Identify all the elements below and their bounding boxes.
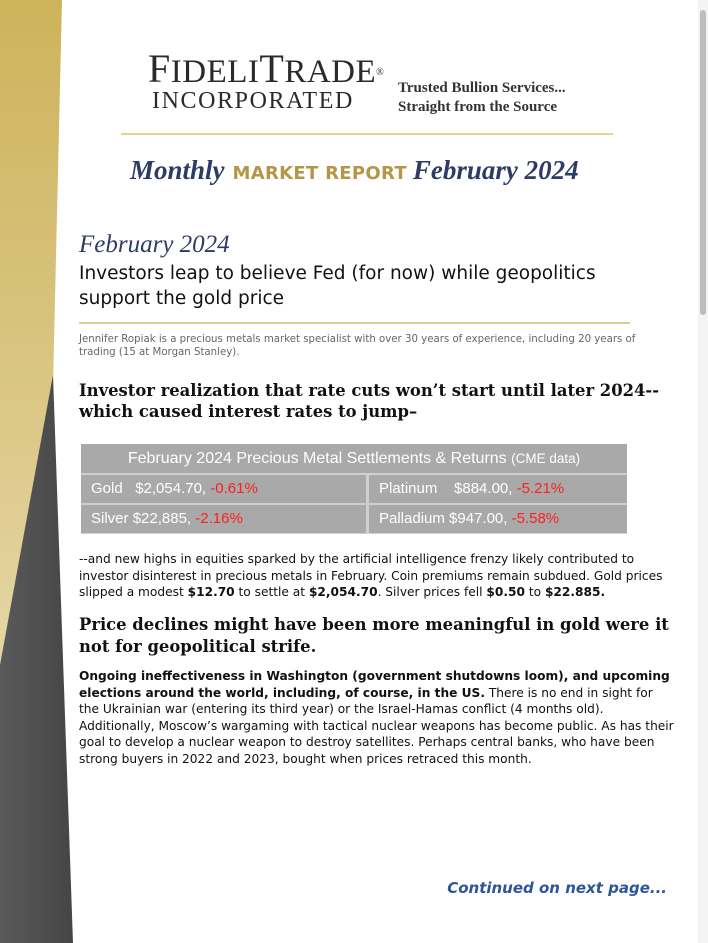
logo-incorporated: INCORPORATED xyxy=(152,88,354,114)
report-title-month: February 2024 xyxy=(412,155,579,185)
headline-divider xyxy=(79,322,630,324)
report-title xyxy=(130,155,579,186)
author-byline: Jennifer Ropiak is a precious metals market specialist with over 30 years of experience, including 20 years of trading (15 at Morgan Stanley). xyxy=(79,334,636,358)
fidelitrade-logo xyxy=(148,46,385,114)
report-title-market-report: MARKET REPORT xyxy=(232,163,407,184)
settlement-cell-gold: Gold $2,054.70, -0.61% xyxy=(81,475,366,503)
paragraph-equities: --and new highs in equities sparked by the artificial intelligence frenzy likely contributed to investor disinterest in precious metals in February. Coin premiums remain subdued. Gold prices slipped a modest $12.70 to settle at $2,054.70. Silver prices fell $0.50 to $22.885. xyxy=(79,552,663,599)
vertical-scrollbar[interactable] xyxy=(698,0,708,943)
continued-link[interactable]: Continued on next page... xyxy=(447,879,667,897)
settlement-cell-silver: Silver $22,885, -2.16% xyxy=(81,505,366,533)
article-date: February 2024 xyxy=(79,231,230,258)
header-divider xyxy=(121,133,613,135)
company-tagline: Trusted Bullion Services... Straight from the Source xyxy=(398,80,566,115)
report-title-monthly: Monthly xyxy=(130,155,225,185)
settlement-cell-platinum: Platinum $884.00, -5.21% xyxy=(369,475,627,503)
subheading-rate-cuts: Investor realization that rate cuts won’t start until later 2024--which caused interest rates to jump– xyxy=(79,381,660,421)
scrollbar-thumb[interactable] xyxy=(700,10,706,315)
settlements-table-title: February 2024 Precious Metal Settlements & Returns (CME data) xyxy=(81,444,627,473)
logo-wordmark: FIDELITRADE® xyxy=(148,46,385,91)
paragraph-geopolitics: Ongoing ineffectiveness in Washington (government shutdowns loom), and upcoming elections around the world, including, of course, in the US. There is no end in sight for the Ukrainian war (entering its third year) or the Israel-Hamas conflict (4 months old). Additionally, Moscow’s wargaming with tactical nuclear weapons has become public. As has their goal to develop a nuclear weapon to destroy satellites. Perhaps central banks, who have been strong buyers in 2022 and 2023, bought when prices retraced this month. xyxy=(79,669,674,766)
settlement-cell-palladium: Palladium $947.00, -5.58% xyxy=(369,505,627,533)
article-headline: Investors leap to believe Fed (for now) while geopolitics support the gold price xyxy=(79,263,596,309)
subheading-geopolitics: Price declines might have been more meaningful in gold were it not for geopolitical strife. xyxy=(79,615,669,656)
gold-gray-side-stripe xyxy=(0,0,80,943)
settlements-table xyxy=(81,444,627,534)
